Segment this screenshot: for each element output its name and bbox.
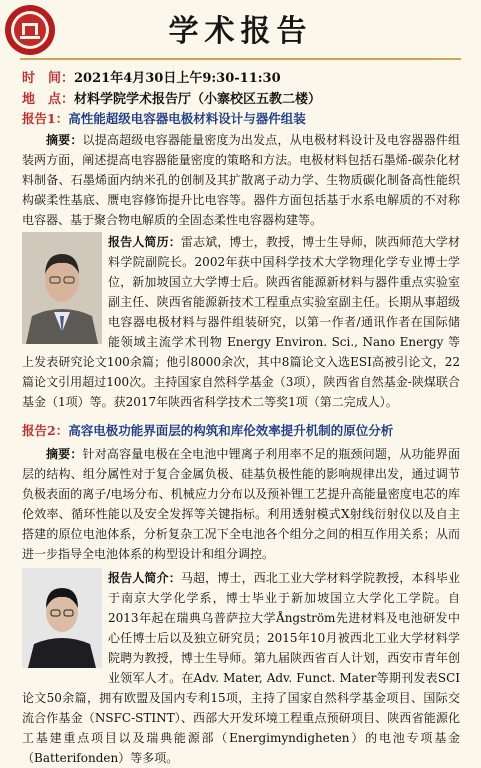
report1-abstract-label: 摘要： (46, 133, 83, 147)
report1-bio (22, 232, 460, 412)
header (0, 0, 481, 60)
report2-abstract-label: 摘要： (46, 447, 83, 461)
report1-bio-label: 报告人简历： (108, 235, 181, 249)
report1-bio-text: 雷志斌，博士，教授，博士生导师，陕西师范大学材料学院副院长。2002年获中国科学技术大学物理化学专业博士学位，新加坡国立大学博士后。陕西省能源新材料与器件重点实验室副主任、陕西省能源新技术工程重点实验室副主任。长期从事超级电容器电极材料与器件组装研究，以第一作者/通讯作者在国际储能领域主流学术刊物 Energy Environ. Sci., Nano Energy 等上发表研究论文100余篇；他引8000余次，其中8篇论文入选ESI高被引论文，22篇论文引用超过100次。主持国家自然科学基金（3项），陕西省自然基金-陕煤联合基金（1项）等。获2017年陕西省科学技术二等奖1项（第二完成人）。 (22, 235, 460, 409)
place-value: 材料学院学术报告厅（小寨校区五教二楼） (74, 92, 322, 107)
speaker1-photo (22, 232, 102, 344)
report1-heading (22, 109, 306, 127)
place-label: 地 点： (22, 92, 75, 107)
time-label: 时 间： (22, 71, 75, 86)
report2-bio-text: 马超，博士，西北工业大学材料学院教授，本科毕业于南京大学化学系，博士毕业于新加坡国立大学化工学院。自2013年起在瑞典乌普萨拉大学Ångström先进材料及电池研发中心任博士后以及独立研究员；2015年10月被西北工业大学材料学院聘为教授，博士生导师。第九届陕西省百人计划，西安市青年创业领军人才。在Adv. Mater, Adv. Funct. Mater等期刊发表SCI论文50余篇，拥有欧盟及国内专利15项，主持了国家自然科学基金项目、国际交流合作基金（NSFC-STINT）、西部大开发环境工程重点预研项目、陕西省能源化工基建重点项目以及瑞典能源部（Energimyndigheten）的电池专项基金（Batterifonden）等多项。 (22, 571, 460, 765)
report2-bio (22, 568, 460, 768)
time-value: 2021年4月30日上午9:30-11:30 (74, 71, 281, 86)
report2-abstract (22, 444, 460, 564)
report2-bio-label: 报告人简介： (108, 571, 181, 585)
report1-label: 报告1： (22, 111, 69, 126)
place-row (22, 88, 321, 107)
report1-abstract-text: 以提高超级电容器能量密度为出发点，从电极材料设计及电容器器件组装两方面，阐述提高电容器能量密度的策略和方法。电极材料包括石墨烯-碳杂化材料制备、石墨烯面内纳米孔的创制及其扩散离子动力学、生物质碳化制备高性能织构碳柔性基底、赝电容修饰提升比电容等。器件方面包括基于水系电解质的不对称电容器、基于聚合物电解质的全固态柔性电容器构建等。 (22, 133, 460, 227)
speaker2-photo (22, 568, 102, 668)
report2-title: 高容电极功能界面层的构筑和库伦效率提升机制的原位分析 (68, 423, 394, 438)
time-row (22, 67, 281, 86)
report1-abstract (22, 130, 460, 230)
page-title: 学术报告 (168, 14, 313, 49)
report1-title: 高性能超级电容器电极材料设计与器件组装 (68, 111, 306, 126)
title-divider (20, 58, 461, 60)
report2-label: 报告2： (22, 423, 69, 438)
report2-abstract-text: 针对高容量电极在全电池中锂离子利用率不足的瓶颈问题，从功能界面层的结构、组分属性对于复合金属负极、硅基负极性能的影响规律出发，通过调节负极表面的离子/电场分布、机械应力分布以及预补锂工艺提升高能量密度电芯的库伦效率、循环性能以及安全发挥等关键指标。利用透射模式X射线衍射仪以及自主搭建的原位电池体系，分析复杂工况下全电池各个组分之间的相互作用关系；从而进一步指导全电池体系的构型设计和组分调控。 (22, 447, 460, 561)
report2-heading (22, 421, 393, 439)
